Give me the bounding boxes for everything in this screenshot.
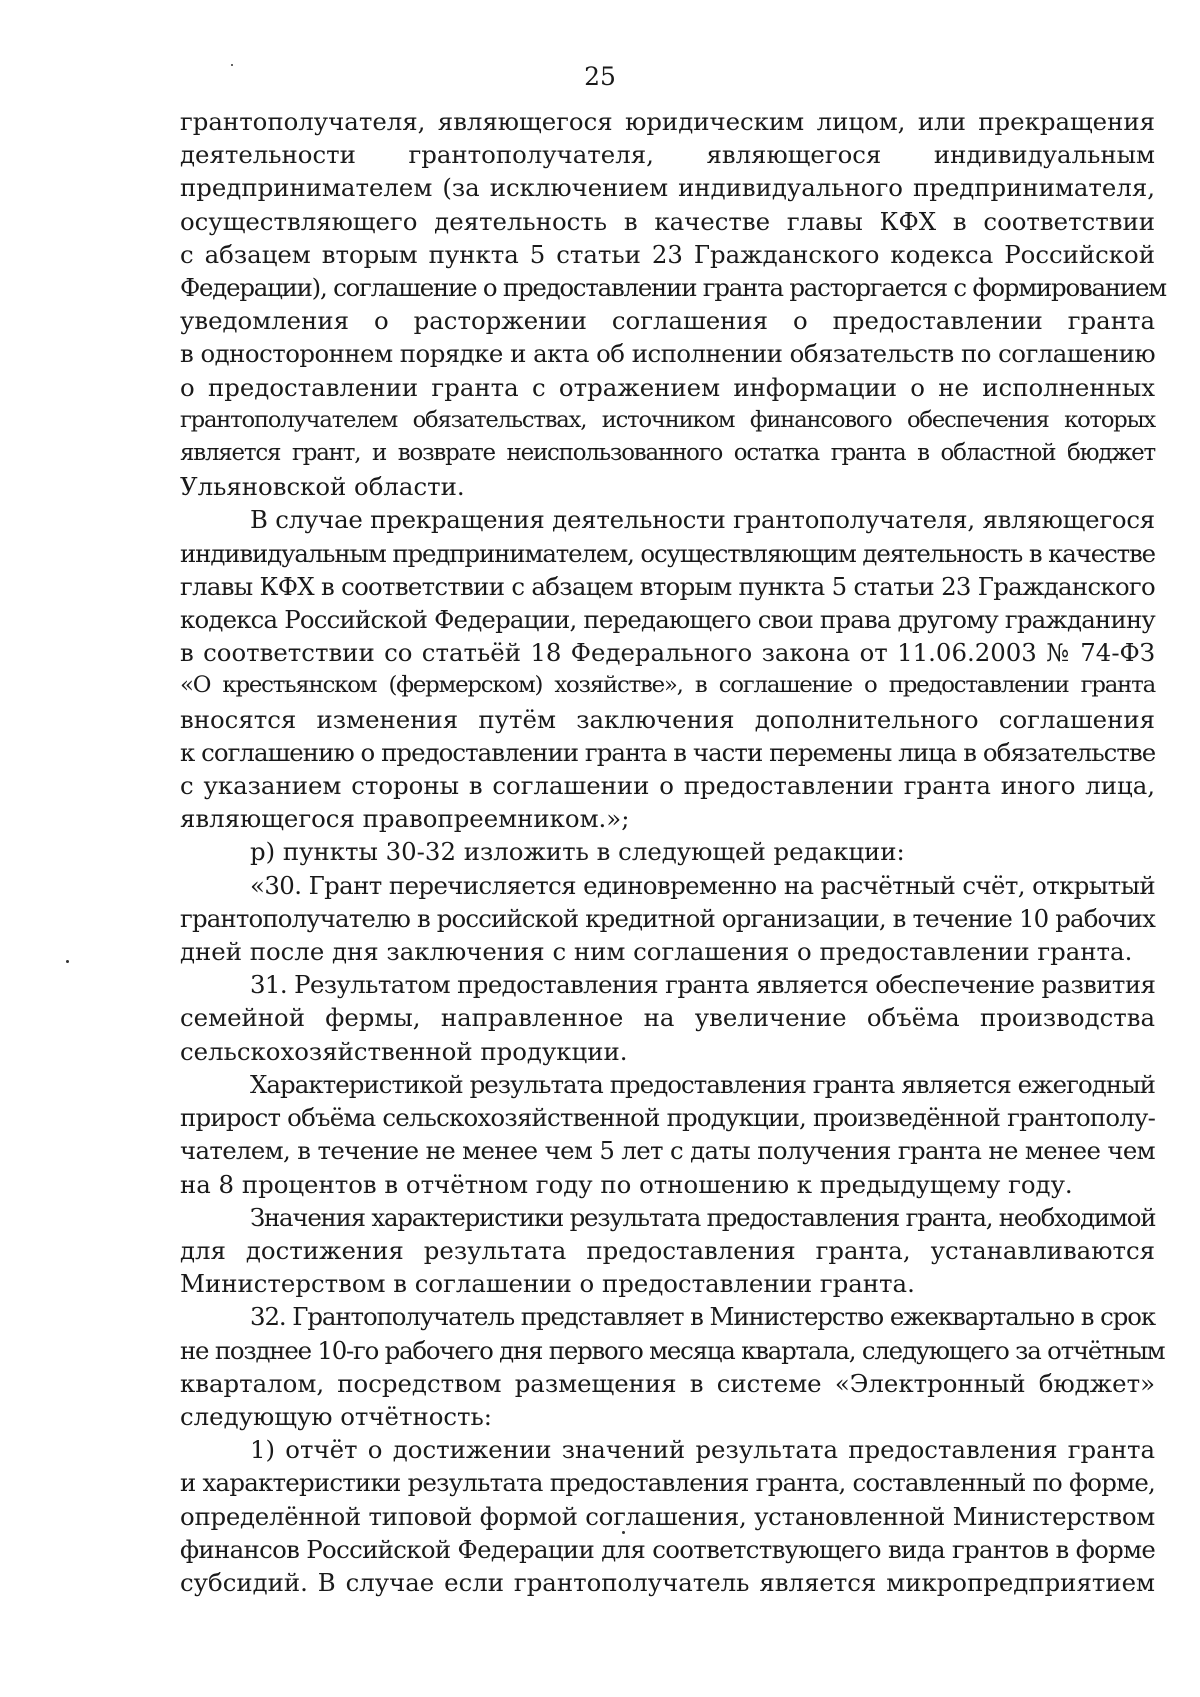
- text-line: прирост объёма сельскохозяйственной продукции, произведённой грантополу-: [180, 1103, 1156, 1133]
- text-line: вносятся изменения путём заключения дополнительного соглашения: [180, 704, 1155, 734]
- text-line: Федерации), соглашение о предоставлении гранта расторгается с формированием: [180, 273, 1166, 303]
- text-line: 1) отчёт о достижении значений результата предоставления гранта: [250, 1435, 1155, 1465]
- text-line: кодекса Российской Федерации, передающего свои права другому гражданину: [180, 605, 1155, 635]
- text-line: чателем, в течение не менее чем 5 лет с даты получения гранта не менее чем: [180, 1136, 1155, 1166]
- text-line: следующую отчётность:: [180, 1401, 493, 1431]
- text-line: «О крестьянском (фермерском) хозяйстве», в соглашение о предоставлении гранта: [180, 672, 1155, 699]
- text-line: с указанием стороны в соглашении о предоставлении гранта иного лица,: [180, 771, 1155, 801]
- document-body: [180, 105, 1166, 1599]
- text-line: на 8 процентов в отчётном году по отношению к предыдущему году.: [180, 1169, 1073, 1199]
- paragraph: [180, 968, 1155, 1068]
- text-line: грантополучателю в российской кредитной организации, в течение 10 рабочих: [180, 903, 1155, 933]
- paragraph: [180, 503, 1155, 835]
- scan-speck: [231, 64, 233, 66]
- text-line: индивидуальным предпринимателем, осуществляющим деятельность в качестве: [180, 538, 1155, 568]
- text-line: определённой типовой формой соглашения, установленной Министерством: [180, 1501, 1155, 1531]
- text-line: кварталом, посредством размещения в системе «Электронный бюджет»: [180, 1368, 1155, 1398]
- text-line: 32. Грантополучатель представляет в Министерство ежеквартально в срок: [250, 1302, 1156, 1332]
- paragraph: [180, 835, 1155, 868]
- text-line: о предоставлении гранта с отражением информации о не исполненных: [180, 372, 1155, 402]
- text-line: уведомления о расторжении соглашения о предоставлении гранта: [180, 306, 1155, 336]
- paragraph: [180, 1068, 1155, 1201]
- text-line: субсидий. В случае если грантополучатель является микропредприятием: [180, 1567, 1155, 1597]
- text-line: являющегося правопреемником.»;: [180, 804, 630, 834]
- text-line: Характеристикой результата предоставления гранта является ежегодный: [250, 1069, 1155, 1099]
- paragraph: [180, 1300, 1165, 1433]
- text-line: главы КФХ в соответствии с абзацем вторым пункта 5 статьи 23 Гражданского: [180, 571, 1155, 601]
- text-line: деятельности грантополучателя, являющегося индивидуальным: [180, 140, 1155, 170]
- paragraph: [180, 1433, 1155, 1599]
- paragraph: [180, 1201, 1155, 1301]
- text-line: Министерством в соглашении о предоставлении гранта.: [180, 1269, 915, 1299]
- text-line: в соответствии со статьёй 18 Федерального закона от 11.06.2003 № 74-ФЗ: [180, 638, 1155, 668]
- text-line: и характеристики результата предоставления гранта, составленный по форме,: [180, 1468, 1156, 1498]
- text-line: к соглашению о предоставлении гранта в части перемены лица в обязательстве: [180, 737, 1156, 767]
- text-line: дней после дня заключения с ним соглашения о предоставлении гранта.: [180, 937, 1133, 967]
- text-line: Значения характеристики результата предоставления гранта, необходимой: [250, 1202, 1156, 1232]
- text-line: «30. Грант перечисляется единовременно на расчётный счёт, открытый: [250, 870, 1156, 900]
- paragraph: [180, 869, 1155, 969]
- scan-speck: [66, 960, 69, 963]
- text-line: финансов Российской Федерации для соответствующего вида грантов в форме: [180, 1534, 1156, 1564]
- paragraph: [180, 105, 1166, 503]
- text-line: осуществляющего деятельность в качестве главы КФХ в соответствии: [180, 206, 1155, 236]
- text-line: грантополучателя, являющегося юридическим лицом, или прекращения: [180, 107, 1155, 136]
- text-line: предпринимателем (за исключением индивидуального предпринимателя,: [180, 173, 1155, 203]
- text-line: семейной фермы, направленное на увеличение объёма производства: [180, 1003, 1155, 1033]
- text-line: не позднее 10-го рабочего дня первого месяца квартала, следующего за отчётным: [180, 1335, 1165, 1365]
- text-line: грантополучателем обязательствах, источником финансового обеспечения которых: [180, 406, 1155, 433]
- text-line: р) пункты 30-32 изложить в следующей редакции:: [250, 837, 905, 867]
- text-line: с абзацем вторым пункта 5 статьи 23 Гражданского кодекса Российской: [180, 239, 1155, 269]
- text-line: В случае прекращения деятельности грантополучателя, являющегося: [250, 505, 1155, 535]
- page-number: 25: [584, 62, 616, 91]
- text-line: для достижения результата предоставления гранта, устанавливаются: [180, 1235, 1155, 1265]
- text-line: сельскохозяйственной продукции.: [180, 1036, 628, 1066]
- text-line: 31. Результатом предоставления гранта является обеспечение развития: [250, 970, 1156, 1000]
- text-line: Ульяновской области.: [180, 472, 465, 502]
- text-line: в одностороннем порядке и акта об исполнении обязательств по соглашению: [180, 339, 1156, 369]
- text-line: является грант, и возврате неиспользованного остатка гранта в областной бюджет: [180, 440, 1155, 467]
